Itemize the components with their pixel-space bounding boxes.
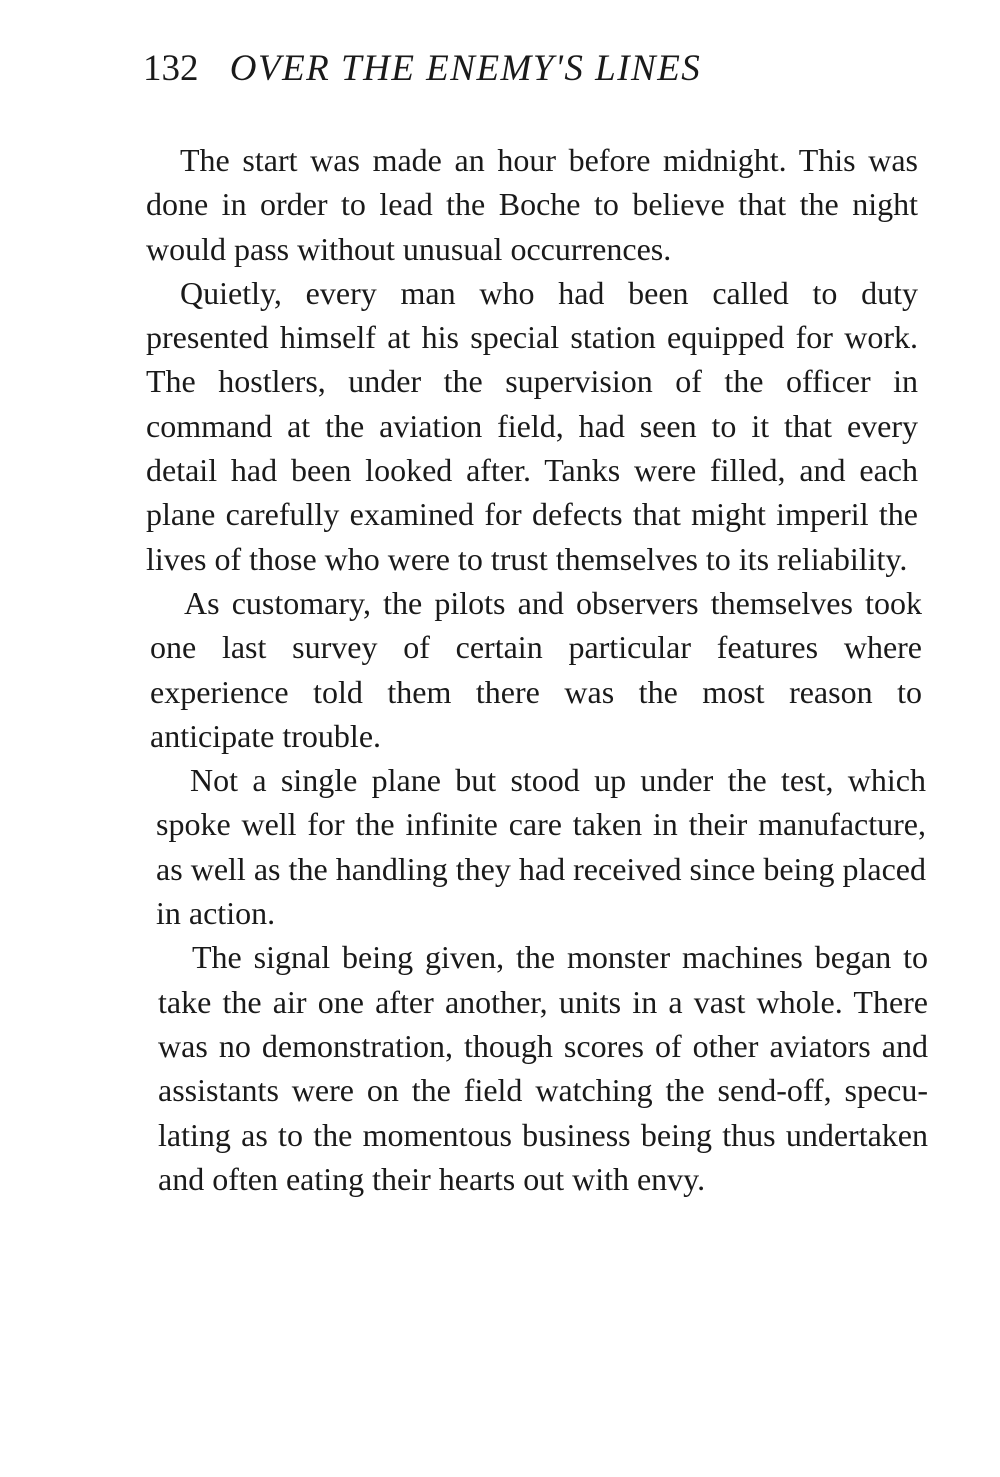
paragraph: Not a single plane but stood up under the test, which spoke well for the infinite care taken in their manufacture, as well as the handling they had received since being placed in action. [156,762,926,932]
body-text [146,138,928,1201]
book-title: OVER THE ENEMY'S LINES [229,48,702,89]
paragraph: Quietly, every man who had been called to duty presented himself at his special station equipped for work. The hostlers, under the supervision of the officer in command at the aviation field, had seen to it that every detail had been looked after. Tanks were filled, and each plane carefully examined for defects that might imperil the lives of those who were to trust themselves to its reliability. [146,274,918,577]
paragraph: The start was made an hour before midnight. This was done in order to lead the Boche to believe that the night would pass without unusual occurrences. [146,142,918,267]
page-number: 132 [143,48,199,89]
paragraph: As customary, the pilots and observers themselves took one last survey of certain particular features where experience told them there was the most reason to anticipate trouble. [150,584,922,754]
paragraph: The signal being given, the monster machines began to take the air one after another, units in a vast whole. There was no demonstration, though scores of other aviators and assistants were on the field watching the send-off, speculating as to the momentous business being thus undertaken and often eating their hearts out with envy. [158,939,928,1197]
running-head [143,44,843,94]
